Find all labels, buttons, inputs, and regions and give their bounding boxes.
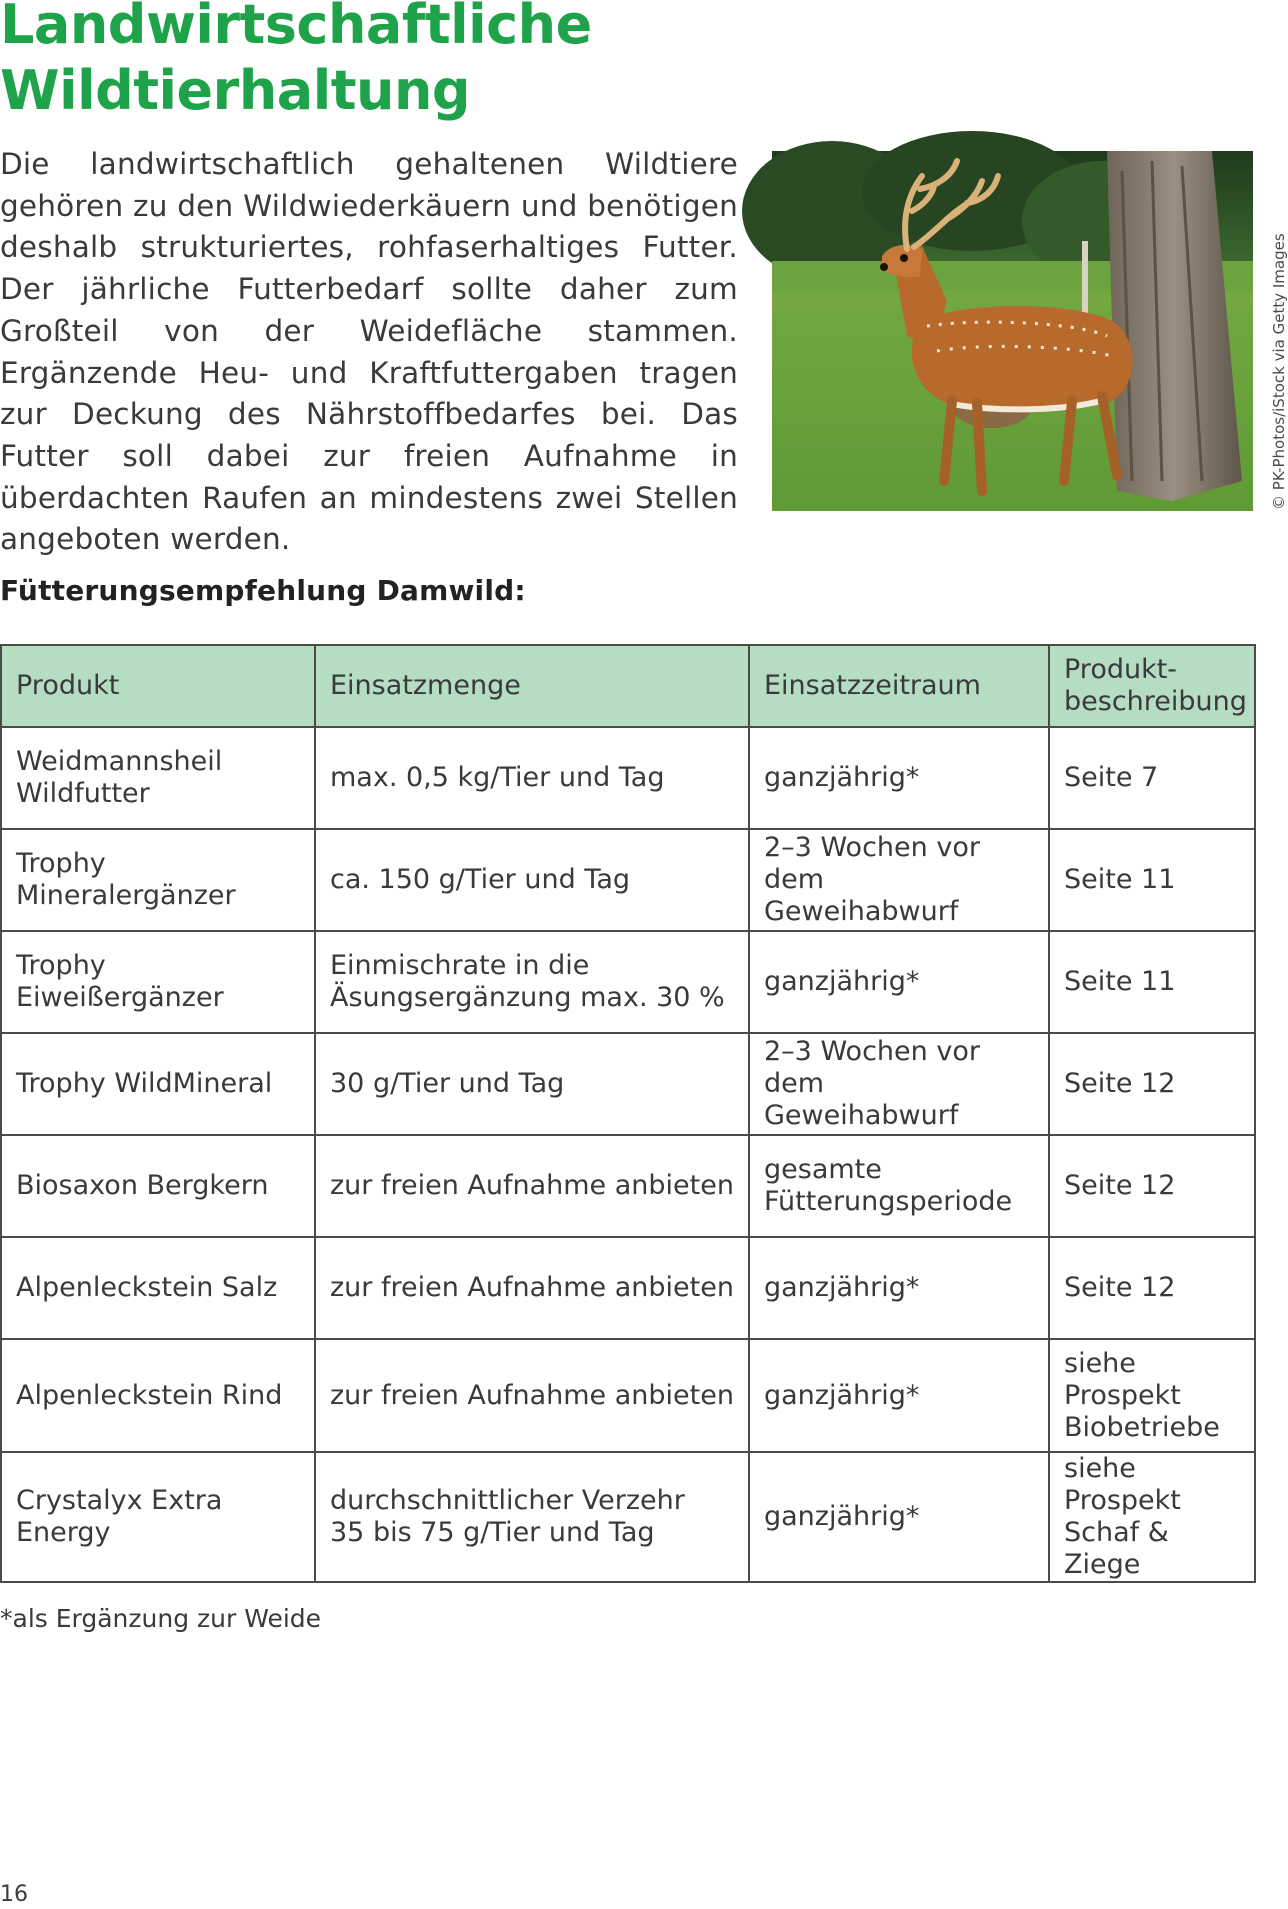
cell-einsatzmenge: zur freien Aufnahme anbieten — [315, 1339, 749, 1452]
cell-produktbeschreibung: siehe Prospekt Schaf & Ziege — [1049, 1452, 1255, 1582]
table-row — [1, 727, 1255, 829]
cell-produkt: Weidmannsheil Wildfutter — [1, 727, 315, 829]
cell-einsatzzeitraum: 2–3 Wochen vor dem Geweihabwurf — [749, 829, 1049, 931]
cell-produkt: Trophy Eiweißergänzer — [1, 931, 315, 1033]
cell-produkt: Trophy Mineralergänzer — [1, 829, 315, 931]
table-row — [1, 1135, 1255, 1237]
cell-einsatzmenge: zur freien Aufnahme anbieten — [315, 1135, 749, 1237]
cell-einsatzzeitraum: ganzjährig* — [749, 727, 1049, 829]
cell-einsatzmenge: max. 0,5 kg/Tier und Tag — [315, 727, 749, 829]
cell-einsatzmenge: zur freien Aufnahme anbieten — [315, 1237, 749, 1339]
cell-einsatzmenge: durchschnittlicher Verzehr 35 bis 75 g/Tier und Tag — [315, 1452, 749, 1582]
cell-produktbeschreibung: siehe Prospekt Biobetriebe — [1049, 1339, 1255, 1452]
cell-einsatzmenge: 30 g/Tier und Tag — [315, 1033, 749, 1135]
cell-einsatzzeitraum: ganzjährig* — [749, 1452, 1049, 1582]
cell-produktbeschreibung: Seite 12 — [1049, 1135, 1255, 1237]
cell-einsatzzeitraum: ganzjährig* — [749, 1237, 1049, 1339]
cell-produktbeschreibung: Seite 12 — [1049, 1033, 1255, 1135]
cell-produkt: Biosaxon Bergkern — [1, 1135, 315, 1237]
cell-produkt: Trophy WildMineral — [1, 1033, 315, 1135]
table-row — [1, 1033, 1255, 1135]
cell-produkt: Crystalyx Extra Energy — [1, 1452, 315, 1582]
page-title-line-2: Wildtierhaltung — [0, 59, 471, 122]
cell-produkt: Alpenleckstein Rind — [1, 1339, 315, 1452]
table-heading: Fütterungsempfehlung Damwild: — [0, 574, 526, 607]
page-number: 16 — [0, 1882, 28, 1907]
cell-einsatzmenge: ca. 150 g/Tier und Tag — [315, 829, 749, 931]
cell-produktbeschreibung: Seite 7 — [1049, 727, 1255, 829]
cell-produktbeschreibung: Seite 12 — [1049, 1237, 1255, 1339]
table-header-row — [1, 645, 1255, 727]
cell-einsatzzeitraum: ganzjährig* — [749, 931, 1049, 1033]
header-produktbeschreibung: Produkt- beschreibung — [1049, 645, 1255, 727]
page-title-line-1: Landwirtschaftliche — [0, 0, 592, 56]
cell-produktbeschreibung: Seite 11 — [1049, 931, 1255, 1033]
cell-einsatzzeitraum: gesamte Fütterungsperiode — [749, 1135, 1049, 1237]
cell-einsatzzeitraum: ganzjährig* — [749, 1339, 1049, 1452]
table-row — [1, 829, 1255, 931]
intro-paragraph: Die landwirtschaftlich gehaltenen Wildtiere gehören zu den Wildwiederkäuern und benötigen deshalb strukturiertes, rohfaserhaltiges Futter. Der jährliche Futterbedarf sollte daher zum Großteil von der Weidefläche stammen. Ergänzende Heu- und Kraftfuttergaben tragen zur Deckung des Nährstoffbedarfes bei. Das Futter soll dabei zur freien Aufnahme in überdachten Raufen an mindestens zwei Stellen angeboten werden. — [0, 147, 738, 557]
page-title — [0, 0, 592, 124]
feeding-recommendation-table — [0, 644, 1256, 1583]
table-row — [1, 1339, 1255, 1452]
cell-einsatzmenge: Einmischrate in die Äsungsergänzung max. 30 % — [315, 931, 749, 1033]
table-row — [1, 931, 1255, 1033]
table-row — [1, 1237, 1255, 1339]
footnote: *als Ergänzung zur Weide — [0, 1604, 322, 1633]
cell-produktbeschreibung: Seite 11 — [1049, 829, 1255, 931]
header-einsatzzeitraum: Einsatzzeitraum — [749, 645, 1049, 727]
header-einsatzmenge: Einsatzmenge — [315, 645, 749, 727]
cell-produkt: Alpenleckstein Salz — [1, 1237, 315, 1339]
fallow-deer-photo — [772, 151, 1253, 511]
photo-credit: © PK-Photos/iStock via Getty Images — [1270, 233, 1288, 510]
table-row — [1, 1452, 1255, 1582]
header-produkt: Produkt — [1, 645, 315, 727]
cell-einsatzzeitraum: 2–3 Wochen vor dem Geweihabwurf — [749, 1033, 1049, 1135]
